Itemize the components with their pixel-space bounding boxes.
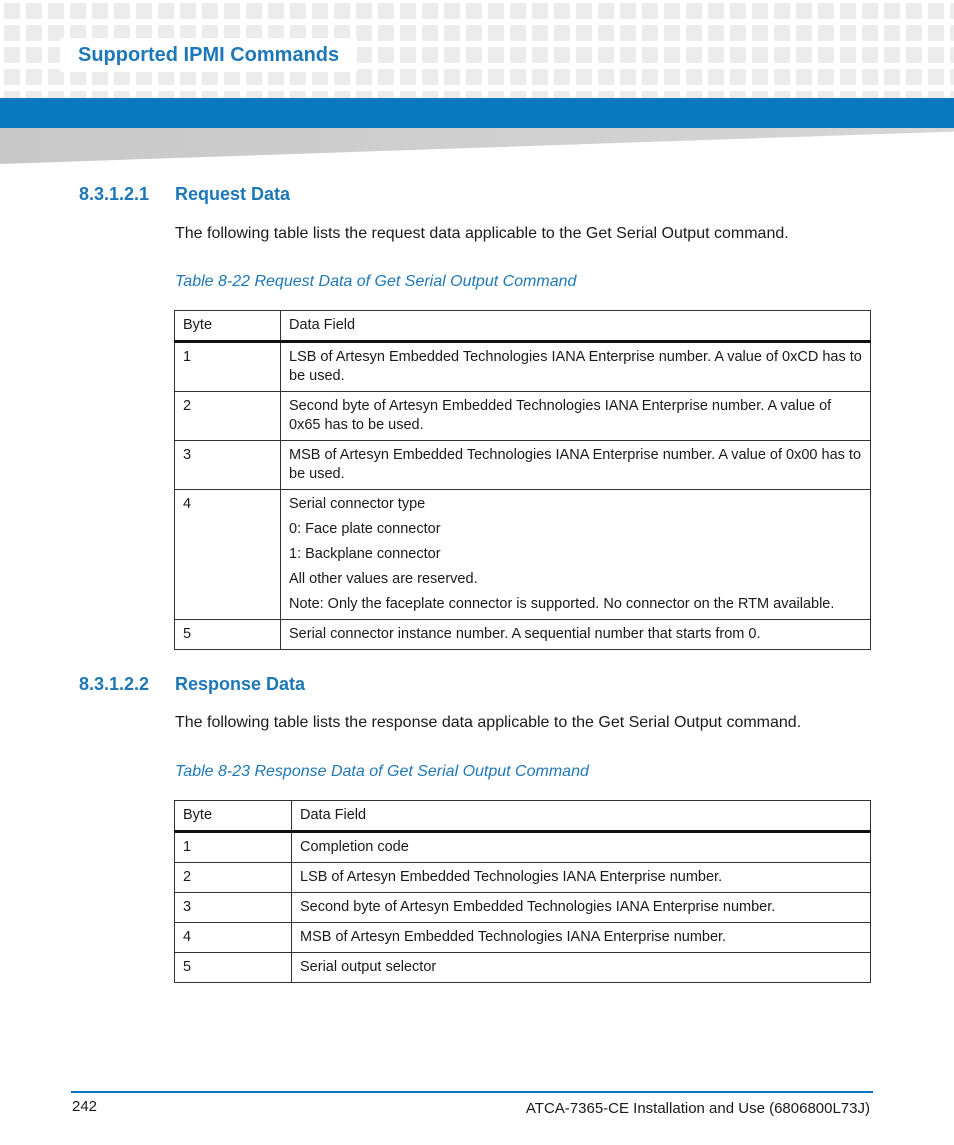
byte-cell: 1 <box>175 832 292 863</box>
response-data-table <box>174 800 871 983</box>
table-row <box>175 863 871 893</box>
column-header-data-field: Data Field <box>292 801 871 832</box>
data-field-line: 0: Face plate connector <box>289 521 441 537</box>
data-field-line: MSB of Artesyn Embedded Technologies IANA Enterprise number. A value of 0x00 has to be used. <box>289 447 862 482</box>
column-header-data-field: Data Field <box>281 311 871 342</box>
footer-doc-title: ATCA-7365-CE Installation and Use (6806800L73J) <box>525 1100 870 1117</box>
data-field-cell <box>281 392 871 441</box>
data-field-cell <box>292 863 871 893</box>
data-field-cell <box>292 923 871 953</box>
data-field-cell <box>281 490 871 620</box>
table-row <box>175 342 871 392</box>
data-field-cell <box>292 832 871 863</box>
byte-cell: 2 <box>175 392 281 441</box>
data-field-line: MSB of Artesyn Embedded Technologies IANA Enterprise number. <box>300 929 727 945</box>
table-row <box>175 441 871 490</box>
running-header-title: Supported IPMI Commands <box>60 38 357 72</box>
byte-cell: 4 <box>175 923 292 953</box>
response-intro-text: The following table lists the response data applicable to the Get Serial Output command. <box>175 714 802 731</box>
data-field-line: Second byte of Artesyn Embedded Technologies IANA Enterprise number. <box>300 899 776 915</box>
byte-cell: 5 <box>175 620 281 650</box>
table-row <box>175 620 871 650</box>
section-heading-response-data <box>79 674 305 695</box>
table-header-row <box>175 311 871 342</box>
byte-cell: 1 <box>175 342 281 392</box>
table-header-row <box>175 801 871 832</box>
data-field-line: 1: Backplane connector <box>289 546 441 562</box>
data-field-line: All other values are reserved. <box>289 571 478 587</box>
table-row <box>175 832 871 863</box>
data-field-cell <box>281 620 871 650</box>
data-field-line: Completion code <box>300 839 409 855</box>
data-field-line: Serial connector type <box>289 496 426 512</box>
byte-cell: 5 <box>175 953 292 983</box>
data-field-cell <box>281 342 871 392</box>
data-field-line: Note: Only the faceplate connector is supported. No connector on the RTM available. <box>289 596 835 612</box>
byte-cell: 3 <box>175 441 281 490</box>
page-number: 242 <box>72 1098 98 1115</box>
section-number: 8.3.1.2.2 <box>79 674 150 694</box>
byte-cell: 2 <box>175 863 292 893</box>
response-table-caption: Table 8-23 Response Data of Get Serial Output Command <box>175 763 589 780</box>
section-title: Response Data <box>175 674 306 694</box>
section-heading-request-data <box>79 184 290 205</box>
response-table-body <box>175 832 871 983</box>
data-field-line: LSB of Artesyn Embedded Technologies IANA Enterprise number. <box>300 869 723 885</box>
request-table-caption: Table 8-22 Request Data of Get Serial Output Command <box>175 273 577 290</box>
table-row <box>175 392 871 441</box>
header-grey-wedge <box>0 128 954 164</box>
column-header-byte: Byte <box>175 801 292 832</box>
header-blue-band <box>0 98 954 128</box>
data-field-cell <box>292 953 871 983</box>
column-header-byte: Byte <box>175 311 281 342</box>
data-field-line: Serial output selector <box>300 959 437 975</box>
data-field-line: Serial connector instance number. A sequential number that starts from 0. <box>289 626 761 642</box>
section-title: Request Data <box>175 184 291 204</box>
request-table-body <box>175 342 871 650</box>
table-row <box>175 893 871 923</box>
footer-rule <box>71 1091 873 1093</box>
byte-cell: 4 <box>175 490 281 620</box>
request-data-table <box>174 310 871 650</box>
table-row <box>175 953 871 983</box>
table-row <box>175 490 871 620</box>
byte-cell: 3 <box>175 893 292 923</box>
data-field-line: LSB of Artesyn Embedded Technologies IANA Enterprise number. A value of 0xCD has to be used. <box>289 349 862 384</box>
section-number: 8.3.1.2.1 <box>79 184 150 204</box>
data-field-cell <box>281 441 871 490</box>
request-intro-text: The following table lists the request data applicable to the Get Serial Output command. <box>175 225 789 242</box>
table-row <box>175 923 871 953</box>
data-field-cell <box>292 893 871 923</box>
data-field-line: Second byte of Artesyn Embedded Technologies IANA Enterprise number. A value of 0x65 has to be used. <box>289 398 832 433</box>
